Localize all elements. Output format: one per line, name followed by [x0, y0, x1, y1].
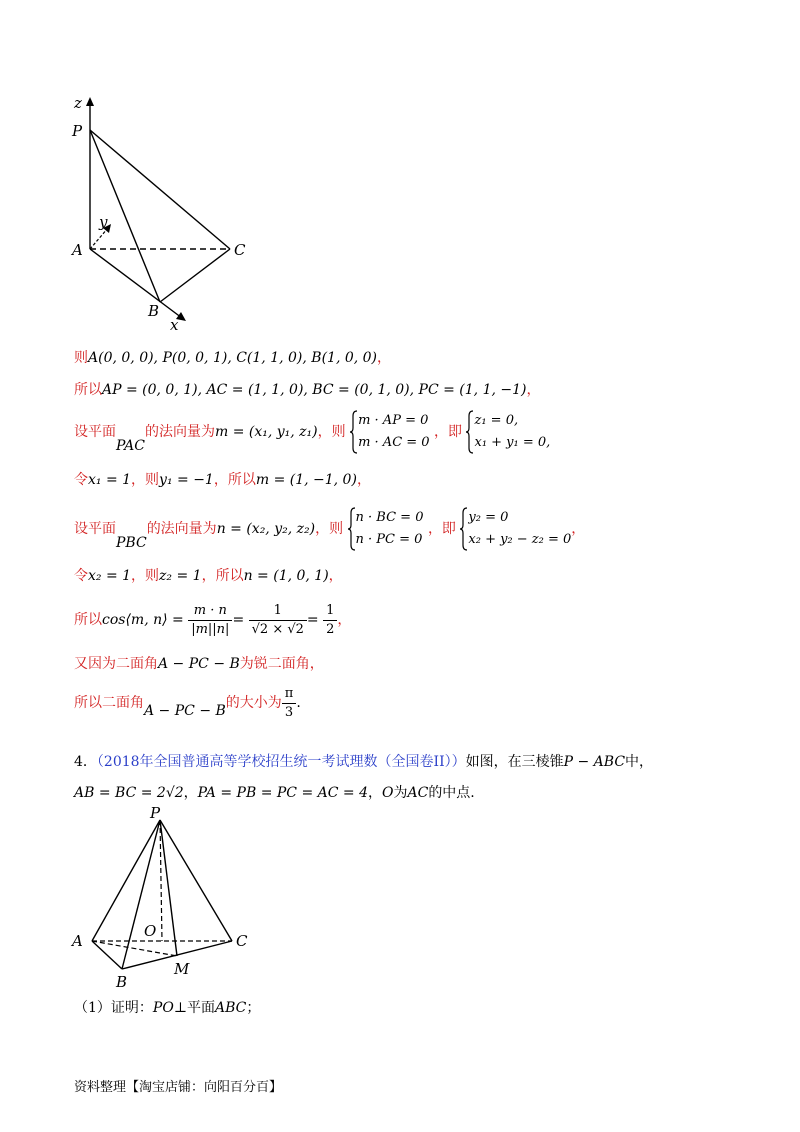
text: 设平面	[74, 521, 116, 537]
expr: n = (1, 0, 1)	[243, 568, 329, 584]
expr: AC	[407, 785, 429, 801]
label-C: C	[236, 932, 248, 950]
solution-line-7	[74, 598, 351, 642]
figure-pyramid	[66, 806, 266, 991]
problem-4-part-1	[74, 998, 260, 1018]
text: ，	[377, 350, 392, 366]
text: ，	[356, 472, 371, 488]
label-B: B	[116, 973, 128, 991]
plane-name: PAC	[116, 438, 145, 454]
label-M: M	[174, 960, 190, 978]
text: 的法向量为	[146, 521, 217, 537]
text: ，	[328, 568, 343, 584]
solution-line-4	[74, 470, 371, 490]
equation: x₁ + y₁ = 0,	[474, 435, 551, 450]
label-A: A	[72, 932, 83, 950]
text: 令	[74, 472, 88, 488]
text: 如图，在三棱锥	[465, 754, 564, 770]
text: 的大小为	[225, 695, 282, 711]
equation-system	[356, 507, 424, 551]
problem-source: （2018年全国普通高等学校招生统一考试理数（全国卷II））	[96, 754, 466, 770]
equation: n · BC = 0	[355, 510, 424, 525]
text: 则	[74, 350, 88, 366]
equation: m · AP = 0	[358, 413, 429, 428]
denominator: 2	[326, 621, 335, 637]
text: 为	[393, 785, 408, 801]
figure-coordinate-tetrahedron	[60, 92, 260, 337]
text: 所以	[74, 612, 102, 628]
fraction	[188, 602, 232, 639]
y-axis	[90, 228, 108, 249]
text: ，即	[434, 424, 463, 440]
text: ，	[337, 612, 352, 628]
text: ，	[183, 785, 198, 801]
label-P: P	[150, 806, 161, 822]
expr: PA = PB = PC = AC = 4	[197, 785, 368, 801]
text: 中，	[625, 754, 654, 770]
expr: P − ABC	[563, 754, 626, 770]
label-C: C	[234, 241, 246, 259]
solution-line-1	[74, 348, 391, 368]
text: ，所以	[201, 568, 244, 584]
numerator: m · n	[188, 602, 232, 621]
page-footer: 资料整理【淘宝店铺：向阳百分百】	[74, 1079, 283, 1094]
expr: y₁ = −1	[159, 472, 214, 488]
text: ，则	[131, 472, 160, 488]
edge-BC	[160, 249, 230, 302]
text: ，	[368, 785, 382, 801]
denominator: 3	[284, 704, 294, 720]
equation: m · AC = 0	[358, 435, 430, 450]
text: 的法向量为	[144, 424, 215, 440]
edge-PB	[122, 820, 160, 969]
expr: A − PC − B	[158, 656, 240, 672]
equation: n · PC = 0	[355, 532, 423, 547]
equals: =	[306, 612, 319, 628]
equation-system	[474, 410, 550, 454]
solution-line-3	[74, 408, 550, 470]
text: ；	[246, 1000, 261, 1016]
edge-PM	[160, 820, 177, 956]
denominator: |m||n|	[191, 621, 230, 637]
numerator: 1	[249, 602, 307, 621]
expr: AB = BC = 2√2	[74, 785, 184, 801]
text: 设平面	[74, 424, 116, 440]
numerator: 1	[323, 602, 337, 621]
problem-4-line-1	[74, 752, 653, 772]
problem-4-line-2	[74, 783, 475, 803]
label-x: x	[170, 316, 179, 334]
denominator: √2 × √2	[251, 621, 304, 637]
solution-line-2	[74, 380, 540, 400]
equation: y₂ = 0	[468, 510, 509, 525]
expr: O	[382, 785, 394, 801]
label-O: O	[144, 922, 157, 940]
solution-line-8	[74, 654, 324, 674]
text: 令	[74, 568, 88, 584]
numerator: π	[282, 685, 297, 704]
expr: x₁ = 1	[88, 472, 132, 488]
text: ⊥平面	[173, 1000, 215, 1016]
normal-vector: m = (x₁, y₁, z₁)	[214, 424, 318, 440]
x-axis	[90, 249, 182, 318]
normal-vector: n = (x₂, y₂, z₂)	[216, 521, 316, 537]
text: 又因为二面角	[74, 656, 158, 672]
equation: z₁ = 0,	[474, 413, 519, 428]
left-brace	[348, 507, 356, 551]
expr: PO	[152, 1000, 174, 1016]
label-y: y	[99, 213, 108, 231]
text: ，所以	[213, 472, 256, 488]
text: （1）证明：	[74, 1000, 153, 1016]
text: ，即	[427, 521, 456, 537]
text: ，	[571, 521, 586, 537]
label-B: B	[148, 302, 160, 320]
z-axis-arrow	[86, 97, 94, 106]
fraction	[249, 602, 307, 639]
text: ，则	[317, 424, 346, 440]
solution-line-9	[74, 682, 301, 732]
fraction	[323, 602, 337, 639]
cos-expr: cos⟨m, n⟩ =	[102, 612, 184, 628]
text: ，则	[315, 521, 344, 537]
equation: x₂ + y₂ − z₂ = 0	[468, 532, 572, 547]
points-expr: A(0, 0, 0), P(0, 0, 1), C(1, 1, 0), B(1, 0, 0)	[88, 350, 378, 366]
fraction	[282, 685, 297, 722]
expr: m = (1, −1, 0)	[255, 472, 357, 488]
expr: x₂ = 1	[88, 568, 132, 584]
label-z: z	[74, 94, 82, 112]
label-P: P	[72, 122, 83, 140]
expr: z₂ = 1	[159, 568, 202, 584]
text: 的中点.	[428, 785, 475, 801]
text: 为锐二面角，	[239, 656, 324, 672]
plane-name: PBC	[116, 535, 147, 551]
equation-system	[468, 507, 571, 551]
expr: ABC	[215, 1000, 247, 1016]
text: ，	[526, 382, 541, 398]
equals: =	[232, 612, 245, 628]
text: 所以二面角	[74, 695, 144, 711]
text: ，则	[131, 568, 160, 584]
solution-line-6	[74, 566, 343, 586]
label-A: A	[72, 241, 83, 259]
problem-number: 4．	[74, 754, 97, 770]
left-brace	[350, 410, 358, 454]
vectors-expr: AP = (0, 0, 1), AC = (1, 1, 0), BC = (0, 1, 0), PC = (1, 1, −1)	[102, 382, 527, 398]
text: .	[296, 695, 301, 711]
edge-PC	[90, 130, 230, 249]
text: 所以	[74, 382, 102, 398]
equation-system	[358, 410, 430, 454]
expr: A − PC − B	[144, 703, 226, 719]
solution-line-5	[74, 505, 585, 567]
edge-PC	[160, 820, 232, 941]
